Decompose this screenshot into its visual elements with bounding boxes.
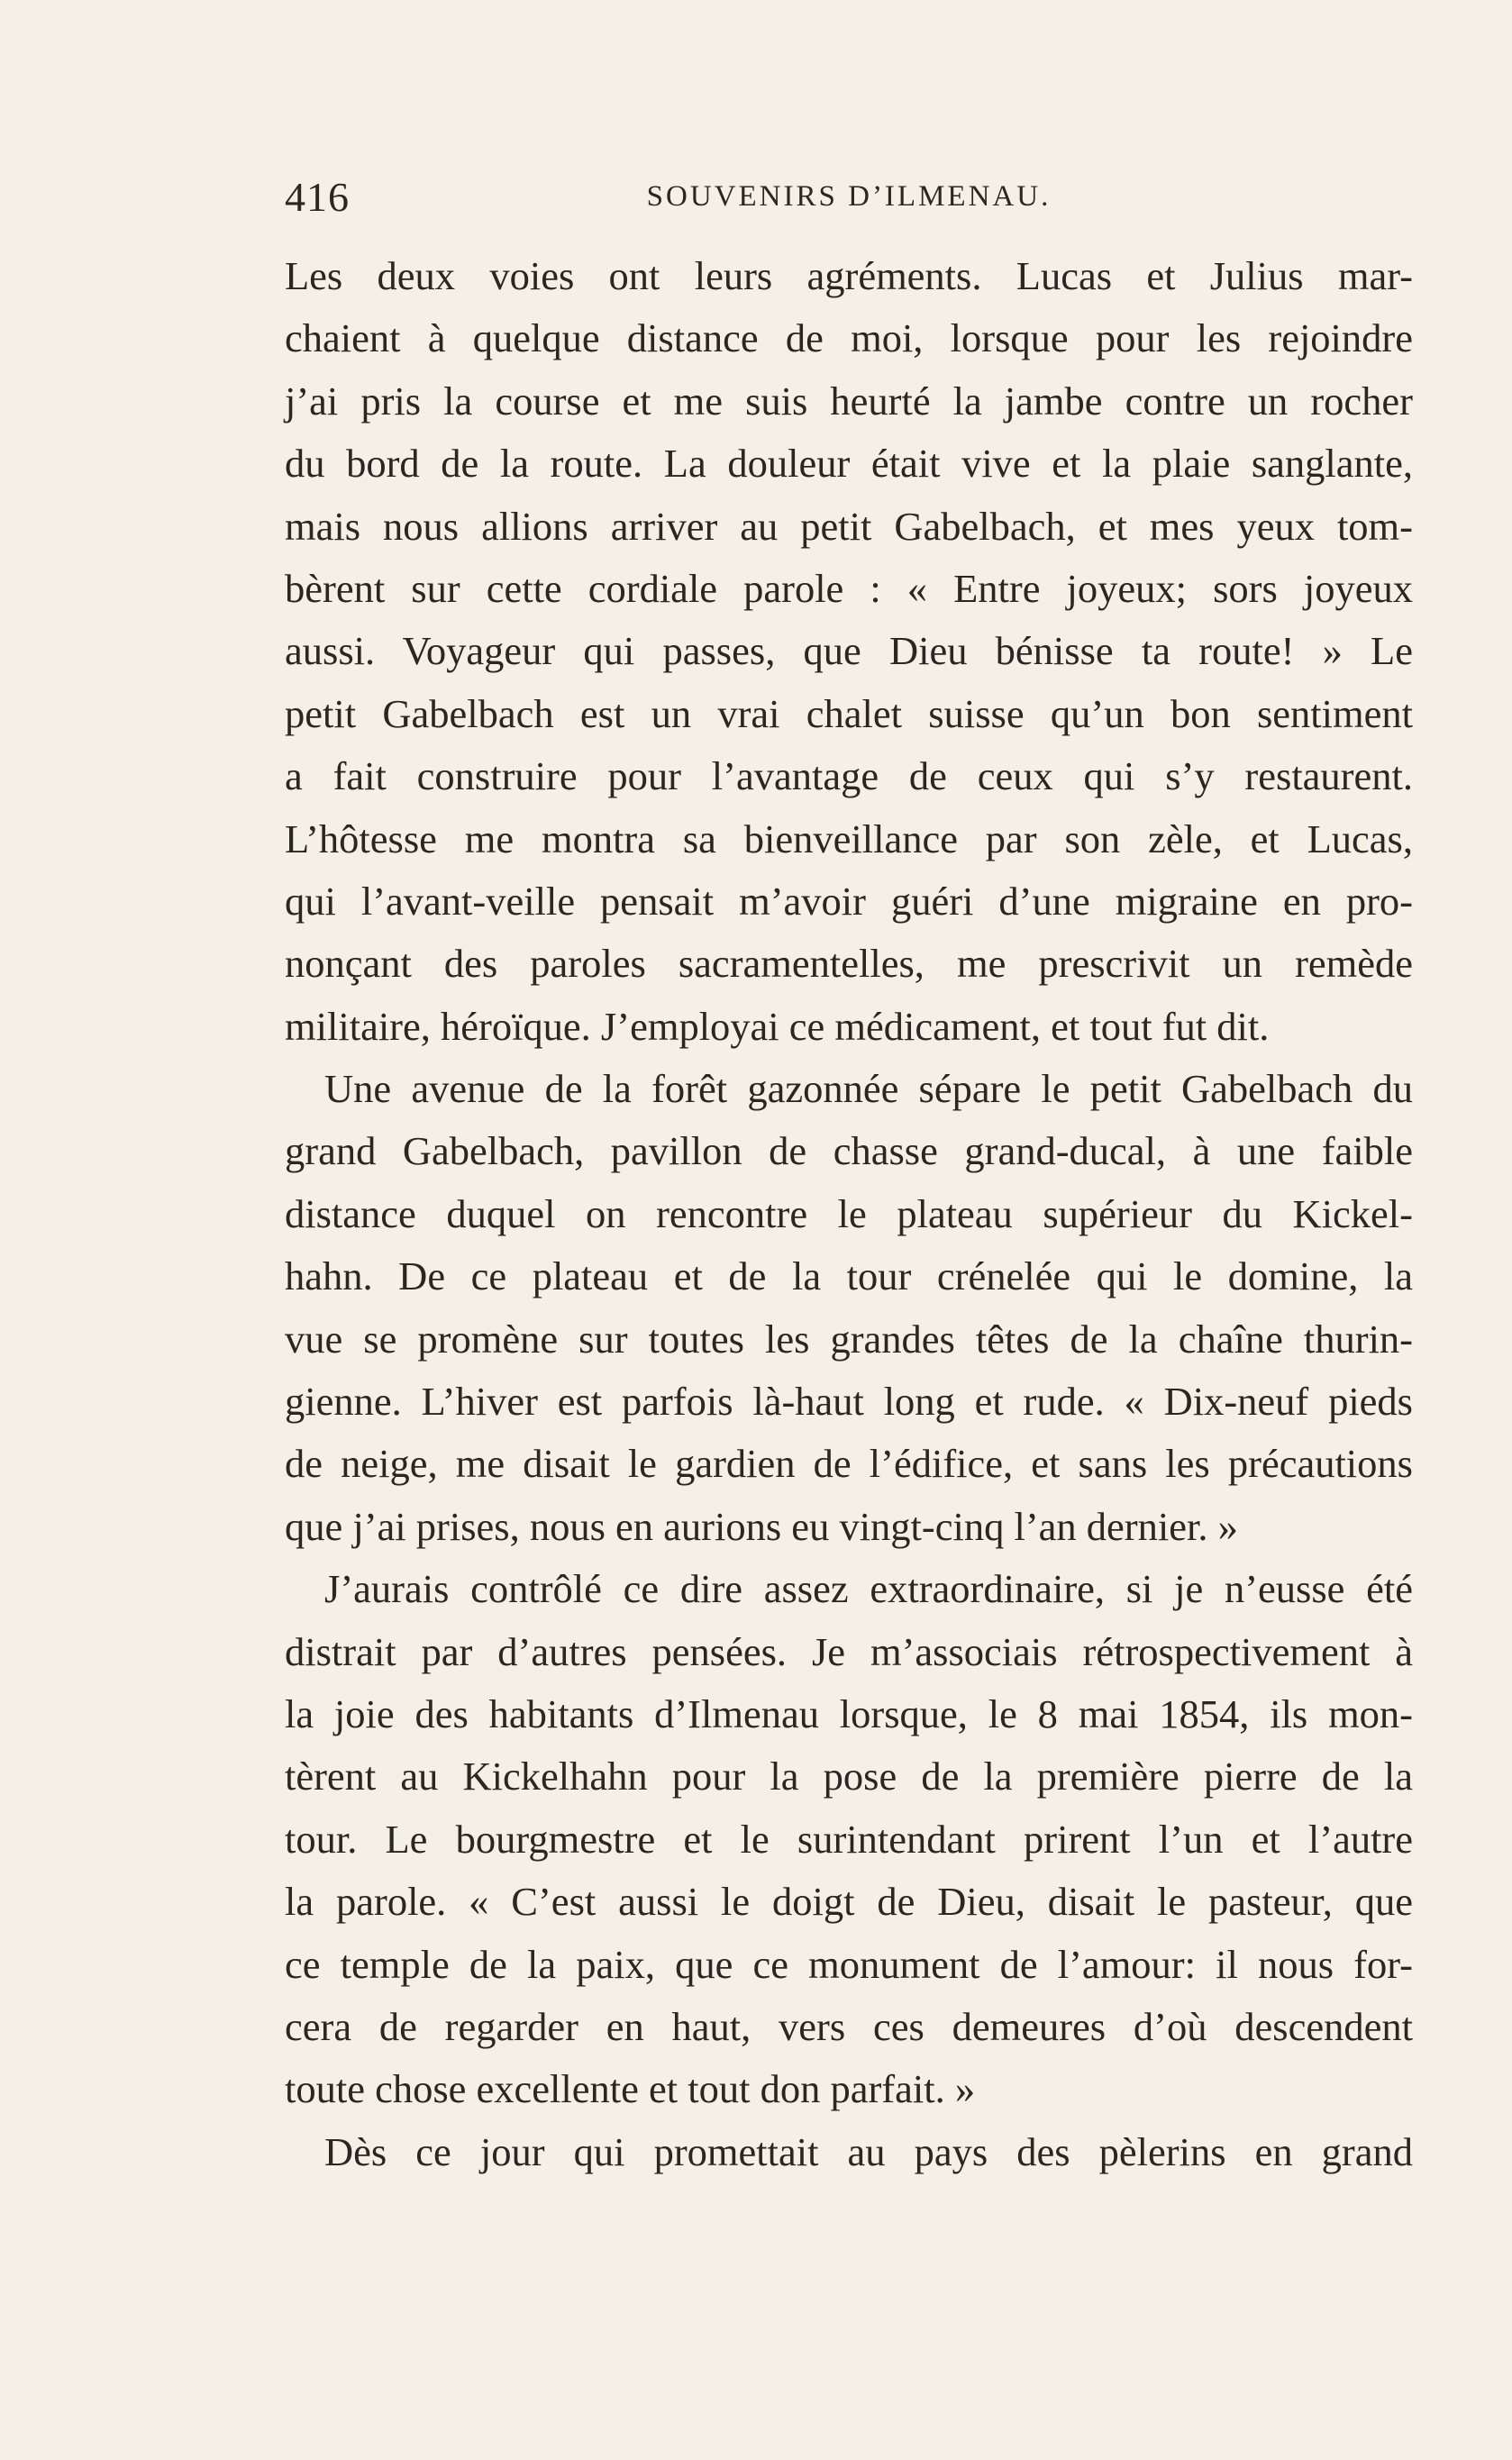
- text-line: la parole. « C’est aussi le doigt de Dieu, disait le pasteur, que: [285, 1879, 1413, 1925]
- text-line: aussi. Voyageur qui passes, que Dieu bénisse ta route! » Le: [285, 628, 1413, 674]
- text-line: grand Gabelbach, pavillon de chasse grand-ducal, à une faible: [285, 1128, 1413, 1174]
- text-line: j’ai pris la course et me suis heurté la jambe contre un rocher: [285, 378, 1413, 424]
- text-line: J’aurais contrôlé ce dire assez extraordinaire, si je n’eusse été: [324, 1566, 1413, 1612]
- text-line: tèrent au Kickelhahn pour la pose de la première pierre de la: [285, 1754, 1413, 1799]
- text-line: a fait construire pour l’avantage de ceux qui s’y restaurent.: [285, 753, 1413, 799]
- text-line: du bord de la route. La douleur était vive et la plaie sanglante,: [285, 441, 1413, 487]
- text-line: de neige, me disait le gardien de l’édifice, et sans les précautions: [285, 1441, 1413, 1487]
- running-title: SOUVENIRS D’ILMENAU.: [646, 180, 1052, 213]
- text-line: Dès ce jour qui promettait au pays des pèlerins en grand: [324, 2128, 1413, 2174]
- text-line: petit Gabelbach est un vrai chalet suisse qu’un bon sentiment: [285, 690, 1413, 736]
- text-line: distance duquel on rencontre le plateau supérieur du Kickel-: [285, 1190, 1413, 1236]
- text-line: Une avenue de la forêt gazonnée sépare le petit Gabelbach du: [324, 1066, 1413, 1112]
- page-number: 416: [285, 174, 350, 220]
- text-line: ce temple de la paix, que ce monument de l’amour: il nous for-: [285, 1941, 1413, 1987]
- text-line: distrait par d’autres pensées. Je m’associais rétrospectivement à: [285, 1628, 1413, 1674]
- text-line: gienne. L’hiver est parfois là-haut long et rude. « Dix-neuf pieds: [285, 1379, 1413, 1425]
- text-line: que j’ai prises, nous en aurions eu vingt-cinq l’an dernier. »: [285, 1503, 1238, 1549]
- text-line: vue se promène sur toutes les grandes têtes de la chaîne thurin-: [285, 1316, 1413, 1362]
- body-text: [285, 245, 1413, 2183]
- text-line: mais nous allions arriver au petit Gabelbach, et mes yeux tom-: [285, 503, 1413, 549]
- text-line: tour. Le bourgmestre et le surintendant prirent l’un et l’autre: [285, 1816, 1413, 1862]
- text-line: hahn. De ce plateau et de la tour crénelée qui le domine, la: [285, 1253, 1413, 1299]
- page-header: [285, 173, 1413, 227]
- text-line: toute chose excellente et tout don parfait. »: [285, 2066, 976, 2112]
- text-line: nonçant des paroles sacramentelles, me prescrivit un remède: [285, 941, 1413, 987]
- text-line: la joie des habitants d’Ilmenau lorsque, le 8 mai 1854, ils mon-: [285, 1690, 1413, 1736]
- text-line: qui l’avant-veille pensait m’avoir guéri d’une migraine en pro-: [285, 878, 1413, 924]
- text-line: militaire, héroïque. J’employai ce médicament, et tout fut dit.: [285, 1003, 1270, 1049]
- text-line: bèrent sur cette cordiale parole : « Entre joyeux; sors joyeux: [285, 565, 1413, 611]
- text-line: Les deux voies ont leurs agréments. Lucas et Julius mar-: [285, 253, 1413, 298]
- text-line: cera de regarder en haut, vers ces demeures d’où descendent: [285, 2003, 1413, 2049]
- text-line: L’hôtesse me montra sa bienveillance par son zèle, et Lucas,: [285, 815, 1413, 861]
- text-line: chaient à quelque distance de moi, lorsque pour les rejoindre: [285, 315, 1413, 361]
